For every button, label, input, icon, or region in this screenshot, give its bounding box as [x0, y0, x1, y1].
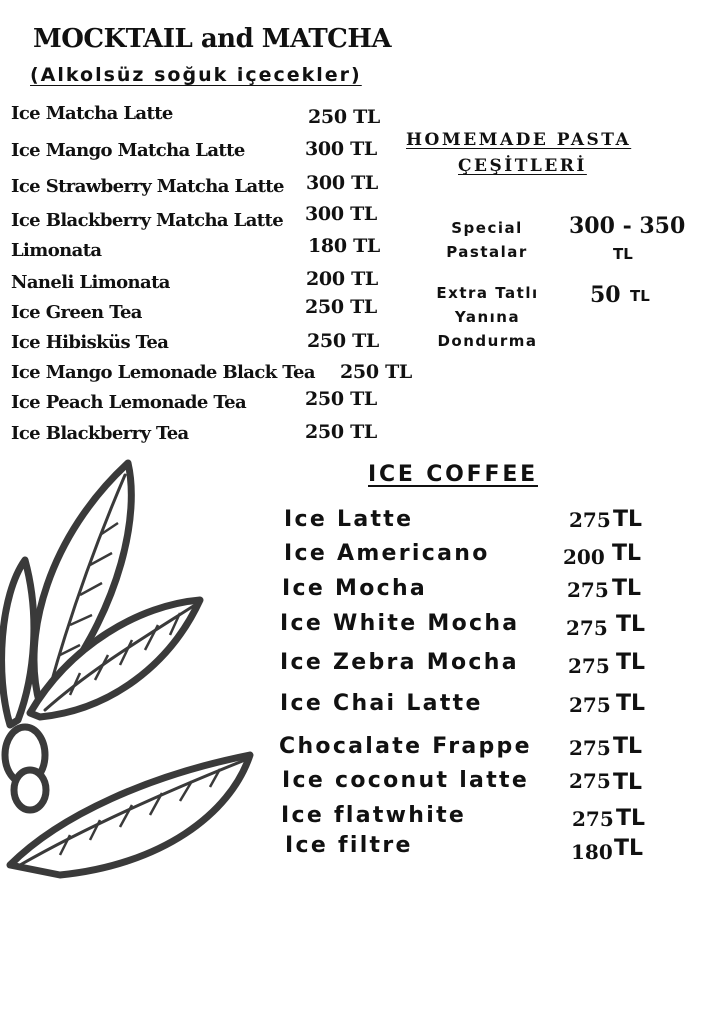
mocktail-item-name: Ice Mango Matcha Latte	[11, 140, 245, 161]
mocktail-item-price: 250 TL	[307, 330, 379, 352]
mocktail-item-price: 250 TL	[308, 106, 380, 128]
coffee-item-unit: TL	[616, 691, 646, 716]
mocktail-item-name: Limonata	[11, 240, 102, 261]
pasta-price: 50	[590, 282, 621, 308]
coffee-item-price: 200	[563, 545, 605, 569]
coffee-item-price: 180	[571, 840, 613, 864]
coffee-item-unit: TL	[613, 507, 643, 532]
mocktail-item-price: 250 TL	[305, 388, 377, 410]
ice-coffee-title: ICE COFFEE	[368, 462, 538, 487]
coffee-item-unit: TL	[616, 650, 646, 675]
mocktail-item-price: 300 TL	[305, 138, 377, 160]
mocktail-item-name: Naneli Limonata	[11, 272, 170, 293]
mocktail-item-price: 250 TL	[305, 421, 377, 443]
pasta-price-unit: TL	[613, 245, 633, 263]
mocktail-item-name: Ice Strawberry Matcha Latte	[11, 176, 284, 197]
mocktail-item-name: Ice Blackberry Matcha Latte	[11, 210, 284, 231]
coffee-leaf-illustration-icon	[0, 455, 270, 880]
coffee-item-name: Ice flatwhite	[281, 803, 467, 828]
mocktail-item-price: 300 TL	[306, 172, 378, 194]
coffee-item-unit: TL	[613, 770, 643, 795]
homemade-title-line2: ÇEŞİTLERİ	[458, 156, 587, 176]
coffee-item-price: 275	[566, 616, 608, 640]
mocktail-item-price: 200 TL	[306, 268, 378, 290]
mocktail-item-name: Ice Hibisküs Tea	[11, 332, 169, 353]
mocktail-item-name: Ice Matcha Latte	[11, 103, 173, 124]
coffee-item-price: 275	[569, 693, 611, 717]
coffee-item-name: Ice White Mocha	[280, 611, 520, 636]
coffee-item-price: 275	[569, 736, 611, 760]
coffee-item-name: Ice Chai Latte	[280, 691, 483, 716]
coffee-item-name: Ice filtre	[285, 833, 413, 858]
coffee-item-unit: TL	[612, 576, 642, 601]
coffee-item-name: Ice Latte	[284, 507, 414, 532]
coffee-item-price: 275	[567, 578, 609, 602]
menu-title: MOCKTAIL and MATCHA	[33, 24, 392, 54]
homemade-title: HOMEMADE PASTA	[406, 130, 632, 150]
menu-subtitle: (Alkolsüz soğuk içecekler)	[30, 64, 362, 86]
coffee-item-name: Ice Mocha	[282, 576, 428, 601]
coffee-item-name: Chocalate Frappe	[279, 734, 532, 759]
coffee-item-name: Ice Zebra Mocha	[280, 650, 519, 675]
mocktail-item-price: 250 TL	[305, 296, 377, 318]
pasta-price: 300 - 350	[569, 213, 686, 239]
coffee-item-name: Ice Americano	[284, 541, 490, 566]
coffee-item-unit: TL	[614, 836, 644, 861]
coffee-item-unit: TL	[612, 541, 642, 566]
coffee-item-unit: TL	[616, 612, 646, 637]
mocktail-item-name: Ice Mango Lemonade Black Tea	[11, 362, 315, 383]
coffee-item-name: Ice coconut latte	[282, 768, 530, 793]
mocktail-item-price: 180 TL	[308, 235, 380, 257]
pasta-label: Special Pastalar	[446, 219, 528, 261]
pasta-label: Extra Tatlı Yanına Dondurma	[436, 284, 539, 350]
coffee-item-unit: TL	[616, 806, 646, 831]
mocktail-item-name: Ice Green Tea	[11, 302, 142, 323]
mocktail-item-name: Ice Peach Lemonade Tea	[11, 392, 247, 413]
mocktail-item-name: Ice Blackberry Tea	[11, 423, 189, 444]
mocktail-item-price: 250 TL	[340, 361, 412, 383]
coffee-item-price: 275	[569, 508, 611, 532]
coffee-item-price: 275	[568, 654, 610, 678]
coffee-item-unit: TL	[613, 734, 643, 759]
mocktail-item-price: 300 TL	[305, 203, 377, 225]
coffee-item-price: 275	[572, 807, 614, 831]
pasta-price-unit: TL	[630, 287, 650, 305]
coffee-item-price: 275	[569, 769, 611, 793]
